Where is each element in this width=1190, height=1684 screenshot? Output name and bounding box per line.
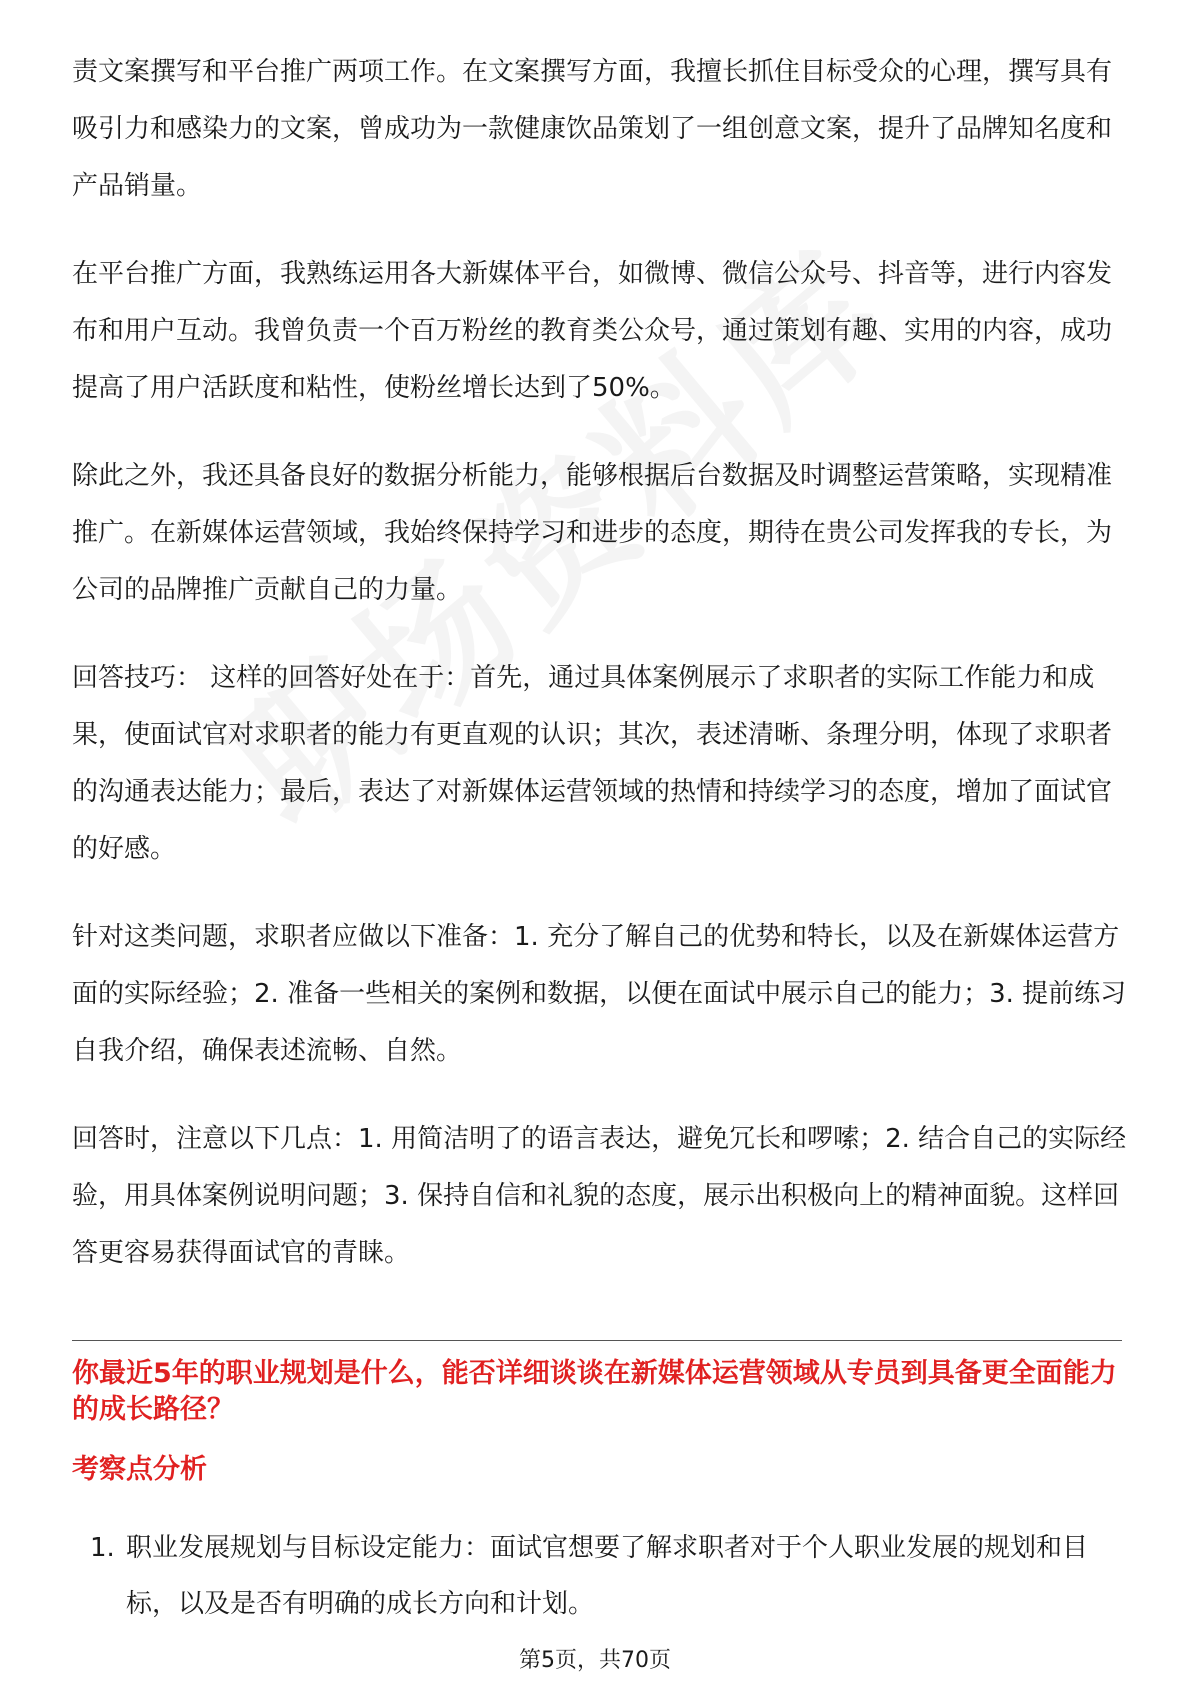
analysis-list xyxy=(90,1520,1130,1632)
section-heading-analysis: 考察点分析 xyxy=(72,1454,207,1485)
paragraph-platform-promotion: 在平台推广方面，我熟练运用各大新媒体平台，如微博、微信公众号、抖音等，进行内容发布和用户互动。我曾负责一个百万粉丝的教育类公众号，通过策划有趣、实用的内容，成功提高了用户活跃度和粘性，使粉丝增长达到了50%。 xyxy=(72,259,1113,403)
list-item xyxy=(90,1520,1130,1632)
paragraph-data-analysis: 除此之外，我还具备良好的数据分析能力，能够根据后台数据及时调整运营策略，实现精准推广。在新媒体运营领域，我始终保持学习和进步的态度，期待在贵公司发挥我的专长，为公司的品牌推广贡献自己的力量。 xyxy=(72,461,1113,605)
list-item-text: 职业发展规划与目标设定能力：面试官想要了解求职者对于个人职业发展的规划和目标，以及是否有明确的成长方向和计划。 xyxy=(126,1533,1089,1619)
paragraph-preparation: 针对这类问题，求职者应做以下准备：1. 充分了解自己的优势和特长，以及在新媒体运营方面的实际经验；2. 准备一些相关的案例和数据，以便在面试中展示自己的能力；3. 提前练习自我介绍，确保表述流畅、自然。 xyxy=(72,922,1127,1066)
list-item-number: 1. xyxy=(90,1533,115,1563)
interview-question: 你最近5年的职业规划是什么，能否详细谈谈在新媒体运营领域从专员到具备更全面能力的成长路径？ xyxy=(72,1358,1117,1425)
section-divider xyxy=(72,1340,1122,1341)
document-body xyxy=(72,44,1132,1313)
paragraph-answer-notes: 回答时，注意以下几点：1. 用简洁明了的语言表达，避免冗长和啰嗦；2. 结合自己的实际经验，用具体案例说明问题；3. 保持自信和礼貌的态度，展示出积极向上的精神面貌。这样回答更容易获得面试官的青睐。 xyxy=(72,1124,1127,1268)
page-number-footer: 第5页，共70页 xyxy=(519,1648,671,1673)
paragraph-intro-copywriting: 责文案撰写和平台推广两项工作。在文案撰写方面，我擅长抓住目标受众的心理，撰写具有吸引力和感染力的文案，曾成功为一款健康饮品策划了一组创意文案，提升了品牌知名度和产品销量。 xyxy=(72,57,1113,201)
paragraph-answer-tips: 回答技巧： 这样的回答好处在于：首先，通过具体案例展示了求职者的实际工作能力和成果，使面试官对求职者的能力有更直观的认识；其次，表述清晰、条理分明，体现了求职者的沟通表达能力；最后，表达了对新媒体运营领域的热情和持续学习的态度，增加了面试官的好感。 xyxy=(72,663,1113,864)
